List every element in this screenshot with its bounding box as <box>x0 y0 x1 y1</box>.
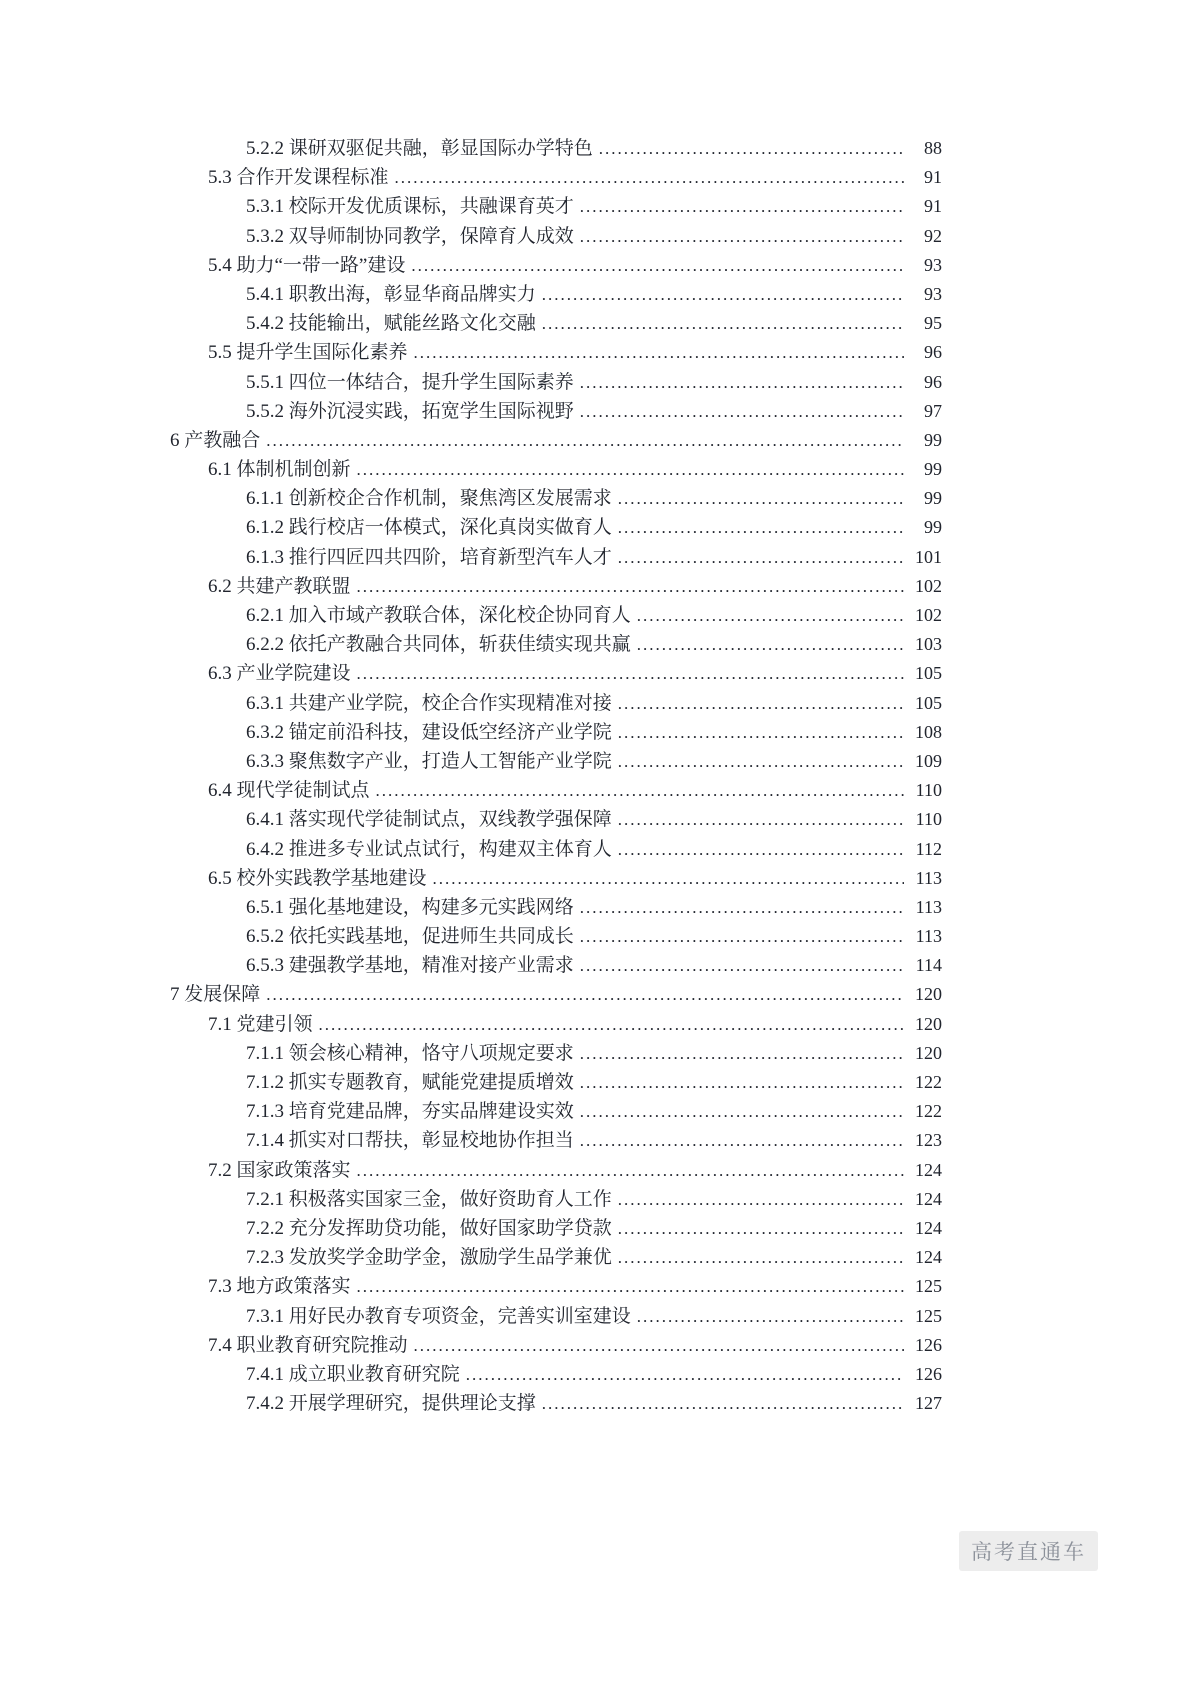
toc-entry-label: 5.3 合作开发课程标准 <box>208 167 389 189</box>
dot-leader <box>357 1272 904 1301</box>
toc-entry-label: 6.1.2 践行校店一体模式，深化真岗实做育人 <box>246 517 612 539</box>
toc-entry-label: 6.2.1 加入市域产教联合体，深化校企协同育人 <box>246 605 631 626</box>
toc-entry <box>170 455 942 484</box>
toc-entry-label: 6.4.1 落实现代学徒制试点，双线教学强保障 <box>246 809 612 831</box>
toc-entry <box>170 368 942 397</box>
toc-entry-label: 7.1.3 培育党建品牌，夯实品牌建设实效 <box>246 1101 574 1123</box>
dot-leader <box>580 951 904 980</box>
toc-entry-label: 7.4.2 开展学理研究，提供理论支撑 <box>246 1393 536 1415</box>
dot-leader <box>542 309 904 338</box>
toc-entry-page: 93 <box>924 254 942 275</box>
toc-entry-page: 125 <box>915 1305 942 1326</box>
dot-leader <box>618 718 904 747</box>
dot-leader <box>580 1097 904 1126</box>
dot-leader <box>414 338 904 367</box>
dot-leader <box>618 1185 904 1214</box>
dot-leader <box>357 659 904 688</box>
toc-entry <box>170 280 942 309</box>
toc-entry <box>170 572 942 601</box>
toc-entry-page: 120 <box>915 1013 942 1034</box>
toc-entry <box>170 222 942 251</box>
toc-entry <box>170 1156 942 1185</box>
toc-entry-page: 126 <box>915 1334 942 1355</box>
dot-leader <box>542 1389 904 1418</box>
toc-entry-label: 6.3.1 共建产业学院，校企合作实现精准对接 <box>246 692 612 714</box>
toc-entry <box>170 718 942 747</box>
toc-entry-label: 5.5 提升学生国际化素养 <box>208 342 408 364</box>
toc-entry-page: 122 <box>915 1101 942 1122</box>
dot-leader <box>599 134 904 163</box>
toc-entry <box>170 426 942 455</box>
toc-entry-label: 7.3.1 用好民办教育专项资金，完善实训室建设 <box>246 1305 631 1327</box>
toc-entry-label: 6.1.1 创新校企合作机制，聚焦湾区发展需求 <box>246 488 612 510</box>
toc-entry-page: 112 <box>915 838 942 859</box>
toc-entry-label: 7.4.1 成立职业教育研究院 <box>246 1363 460 1385</box>
toc-entry-page: 105 <box>915 663 942 684</box>
toc-entry-page: 91 <box>924 167 942 188</box>
toc-entry-label: 5.2.2 课研双驱促共融，彰显国际办学特色 <box>246 138 593 159</box>
toc-entry-label: 6.5.2 依托实践基地，促进师生共同成长 <box>246 926 574 948</box>
toc-entry-page: 92 <box>924 225 942 246</box>
toc-entry <box>170 1331 942 1360</box>
toc-entry-page: 109 <box>915 750 942 771</box>
toc-entry-page: 124 <box>915 1247 942 1268</box>
toc-entry <box>170 659 942 688</box>
dot-leader <box>618 835 904 864</box>
dot-leader <box>466 1360 904 1389</box>
dot-leader <box>357 572 904 601</box>
toc-entry <box>170 397 942 426</box>
dot-leader <box>580 893 904 922</box>
toc-entry <box>170 163 942 192</box>
toc-entry <box>170 1360 942 1389</box>
dot-leader <box>618 513 904 542</box>
dot-leader <box>376 776 904 805</box>
dot-leader <box>542 280 904 309</box>
toc-entry-label: 5.4.1 职教出海，彰显华商品牌实力 <box>246 283 536 305</box>
toc-entry-page: 120 <box>915 1042 942 1063</box>
toc-entry-label: 7.3 地方政策落实 <box>208 1276 351 1298</box>
toc-entry-label: 7.2.1 积极落实国家三金，做好资助育人工作 <box>246 1188 612 1210</box>
toc-entry-page: 105 <box>915 692 942 713</box>
dot-leader <box>580 397 904 426</box>
dot-leader <box>618 484 904 513</box>
toc-entry-label: 5.5.1 四位一体结合，提升学生国际素养 <box>246 371 574 393</box>
toc-entry-label: 7.1 党建引领 <box>208 1013 313 1035</box>
dot-leader <box>580 222 904 251</box>
toc-entry-page: 108 <box>915 721 942 742</box>
toc-entry <box>170 338 942 367</box>
dot-leader <box>580 192 904 221</box>
dot-leader <box>637 601 904 630</box>
toc-entry-label: 6.3.3 聚焦数字产业，打造人工智能产业学院 <box>246 750 612 772</box>
toc-entry-page: 95 <box>924 313 942 334</box>
toc-entry <box>170 1214 942 1243</box>
toc-entry <box>170 1243 942 1272</box>
toc-entry-page: 96 <box>924 342 942 363</box>
toc-entry-page: 93 <box>924 283 942 304</box>
toc-entry-label: 6.1 体制机制创新 <box>208 459 351 481</box>
toc-entry-page: 99 <box>924 517 942 538</box>
toc-entry-page: 96 <box>924 371 942 392</box>
toc-entry <box>170 484 942 513</box>
toc-entry-label: 5.5.2 海外沉浸实践，拓宽学生国际视野 <box>246 400 574 422</box>
dot-leader <box>618 689 904 718</box>
toc-entry-label: 7.1.2 抓实专题教育，赋能党建提质增效 <box>246 1072 574 1093</box>
toc-entry <box>170 1068 942 1097</box>
dot-leader <box>266 426 904 455</box>
dot-leader <box>618 1214 904 1243</box>
toc-entry-label: 6.1.3 推行四匠四共四阶，培育新型汽车人才 <box>246 546 612 568</box>
toc-entry-label: 6 产教融合 <box>170 429 261 451</box>
toc-entry-label: 7.2.2 充分发挥助贷功能，做好国家助学贷款 <box>246 1217 612 1239</box>
dot-leader <box>266 980 904 1009</box>
toc-entry <box>170 543 942 572</box>
toc-entry-label: 6.3.2 锚定前沿科技，建设低空经济产业学院 <box>246 721 612 743</box>
dot-leader <box>618 1243 904 1272</box>
toc-entry-label: 6.2.2 依托产教融合共同体，斩获佳绩实现共赢 <box>246 634 631 656</box>
dot-leader <box>580 368 904 397</box>
toc-entry <box>170 1097 942 1126</box>
toc-entry <box>170 1389 942 1418</box>
toc-entry-page: 113 <box>915 896 942 917</box>
toc-entry-page: 123 <box>915 1130 942 1151</box>
dot-leader <box>637 630 904 659</box>
toc-entry-label: 6.5.3 建强教学基地，精准对接产业需求 <box>246 955 574 977</box>
toc-entry-page: 114 <box>915 955 942 976</box>
dot-leader <box>414 1331 904 1360</box>
dot-leader <box>618 805 904 834</box>
toc-entry <box>170 192 942 221</box>
dot-leader <box>411 251 904 280</box>
toc-entry <box>170 134 942 163</box>
toc-entry-label: 6.2 共建产教联盟 <box>208 575 351 597</box>
toc-entry <box>170 922 942 951</box>
toc-entry <box>170 1010 942 1039</box>
toc-entry-page: 99 <box>924 429 942 450</box>
toc-entry <box>170 805 942 834</box>
dot-leader <box>357 455 904 484</box>
toc-entry-label: 5.3.2 双导师制协同教学，保障育人成效 <box>246 225 574 247</box>
toc-entry <box>170 1272 942 1301</box>
toc-entry-page: 124 <box>915 1217 942 1238</box>
toc-entry-page: 120 <box>915 984 942 1005</box>
toc-entry <box>170 835 942 864</box>
dot-leader <box>395 163 904 192</box>
toc-entry-label: 6.5.1 强化基地建设，构建多元实践网络 <box>246 896 574 918</box>
toc-entry-label: 7 发展保障 <box>170 984 261 1006</box>
dot-leader <box>580 922 904 951</box>
toc-entry-label: 6.5 校外实践教学基地建设 <box>208 867 427 889</box>
toc-entry-page: 102 <box>915 605 942 625</box>
toc-entry-label: 6.3 产业学院建设 <box>208 663 351 685</box>
dot-leader <box>580 1039 904 1068</box>
dot-leader <box>433 864 904 893</box>
toc-entry <box>170 776 942 805</box>
toc-entry-page: 88 <box>924 138 942 158</box>
toc-list <box>170 134 942 1418</box>
toc-entry-label: 5.4.2 技能输出，赋能丝路文化交融 <box>246 313 536 335</box>
toc-entry-page: 126 <box>915 1363 942 1384</box>
toc-entry-page: 122 <box>915 1072 942 1092</box>
dot-leader <box>580 1126 904 1155</box>
dot-leader <box>618 543 904 572</box>
toc-entry <box>170 1185 942 1214</box>
toc-entry-page: 103 <box>915 634 942 655</box>
toc-entry <box>170 689 942 718</box>
dot-leader <box>637 1302 904 1331</box>
toc-entry-label: 7.1.4 抓实对口帮扶，彰显校地协作担当 <box>246 1130 574 1152</box>
dot-leader <box>319 1010 904 1039</box>
dot-leader <box>357 1156 904 1185</box>
toc-entry-page: 97 <box>924 400 942 421</box>
toc-entry <box>170 1126 942 1155</box>
toc-entry-page: 102 <box>915 575 942 596</box>
dot-leader <box>580 1068 904 1097</box>
watermark: 高考直通车 <box>959 1531 1098 1571</box>
toc-entry <box>170 951 942 980</box>
toc-entry-label: 7.4 职业教育研究院推动 <box>208 1334 408 1356</box>
toc-entry-label: 7.1.1 领会核心精神，恪守八项规定要求 <box>246 1042 574 1064</box>
toc-entry-page: 124 <box>915 1188 942 1209</box>
toc-entry-page: 113 <box>915 926 942 947</box>
toc-entry <box>170 630 942 659</box>
toc-entry-label: 7.2.3 发放奖学金助学金，激励学生品学兼优 <box>246 1247 612 1269</box>
toc-entry <box>170 601 942 630</box>
toc-entry-label: 6.4 现代学徒制试点 <box>208 780 370 802</box>
toc-entry <box>170 1302 942 1331</box>
toc-entry <box>170 747 942 776</box>
toc-entry-page: 124 <box>915 1159 942 1180</box>
toc-entry <box>170 513 942 542</box>
toc-entry-label: 5.3.1 校际开发优质课标，共融课育英才 <box>246 196 574 218</box>
toc-entry-page: 91 <box>924 196 942 217</box>
toc-entry-label: 7.2 国家政策落实 <box>208 1159 351 1181</box>
toc-entry <box>170 864 942 893</box>
toc-entry <box>170 251 942 280</box>
toc-entry-page: 127 <box>915 1393 942 1414</box>
toc-entry-page: 113 <box>915 867 942 888</box>
toc-entry-page: 99 <box>924 459 942 480</box>
toc-entry-page: 99 <box>924 488 942 509</box>
toc-entry <box>170 309 942 338</box>
toc-entry-label: 5.4 助力“一带一路”建设 <box>208 254 406 276</box>
toc-entry <box>170 893 942 922</box>
toc-entry-page: 125 <box>915 1276 942 1297</box>
toc-entry-label: 6.4.2 推进多专业试点试行，构建双主体育人 <box>246 838 612 860</box>
dot-leader <box>618 747 904 776</box>
toc-entry <box>170 980 942 1009</box>
toc-entry <box>170 1039 942 1068</box>
toc-entry-page: 101 <box>915 546 942 567</box>
toc-entry-page: 110 <box>915 780 942 801</box>
toc-entry-page: 110 <box>915 809 942 830</box>
